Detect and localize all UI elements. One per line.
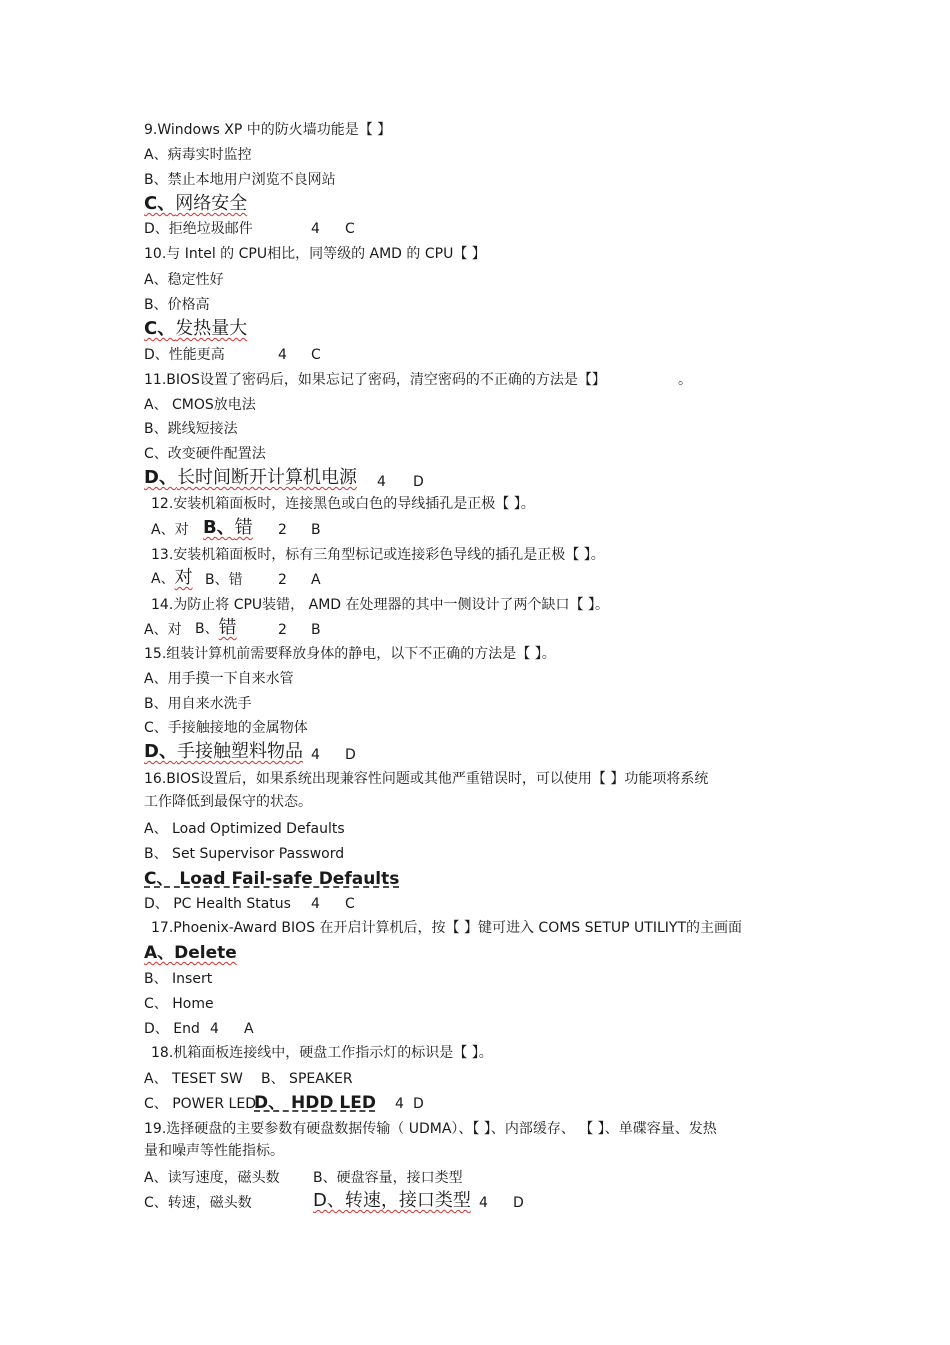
q11-option-d-answer: D、长时间断开计算机电源 <box>144 467 357 488</box>
q9-option-c-answer: C、网络安全 <box>144 193 248 214</box>
q17-option-b: B、 Insert <box>144 971 213 987</box>
q11-option-b: B、跳线短接法 <box>144 421 238 437</box>
q12-answer-key: B <box>311 522 321 538</box>
q11-option-c: C、改变硬件配置法 <box>144 446 266 462</box>
q11-answer-key: D <box>413 474 424 490</box>
q10-option-a: A、稳定性好 <box>144 272 224 288</box>
q13-stem: 13.安装机箱面板时，标有三角型标记或连接彩色导线的插孔是正极【 】。 <box>151 547 605 563</box>
q13-score: 2 <box>278 572 287 588</box>
q19-option-b: B、硬盘容量，接口类型 <box>313 1170 463 1186</box>
q18-option-b: B、 SPEAKER <box>261 1071 353 1087</box>
q19-option-a: A、读写速度，磁头数 <box>144 1170 280 1186</box>
q18-answer-key: D <box>413 1096 424 1112</box>
q9-score: 4 <box>311 221 320 237</box>
q10-answer-key: C <box>311 347 321 363</box>
q19-option-c: C、转速，磁头数 <box>144 1195 252 1211</box>
q11-option-a: A、 CMOS放电法 <box>144 397 256 413</box>
q9-answer-key: C <box>345 221 355 237</box>
q19-option-d-answer: D、转速，接口类型 <box>313 1190 471 1211</box>
q12-score: 2 <box>278 522 287 538</box>
q10-stem: 10.与 Intel 的 CPU相比，同等级的 AMD 的 CPU【 】 <box>144 246 486 262</box>
q17-stem: 17.Phoenix-Award BIOS 在开启计算机后，按【 】键可进入 COMS SETUP UTILIYT的主画面 <box>151 920 743 936</box>
q14-option-a: A、对 <box>144 622 182 638</box>
q15-stem: 15.组装计算机前需要释放身体的静电，以下不正确的方法是【 】。 <box>144 646 556 662</box>
q17-option-a-answer: A、Delete <box>144 943 237 963</box>
q15-option-a: A、用手摸一下自来水管 <box>144 671 294 687</box>
q17-score: 4 <box>210 1021 219 1037</box>
q17-answer-key: A <box>244 1021 254 1037</box>
q13-option-b: B、错 <box>205 572 243 588</box>
q9-option-d: D、拒绝垃圾邮件 <box>144 221 253 237</box>
q11-stem-period: 。 <box>678 372 692 388</box>
q16-stem-line-1: 16.BIOS设置后，如果系统出现兼容性问题或其他严重错误时，可以使用【 】功能项将系统 <box>144 771 709 787</box>
q17-option-c: C、 Home <box>144 996 214 1012</box>
q15-option-b: B、用自来水洗手 <box>144 696 252 712</box>
q13-option-a-answer: A、对 <box>151 567 193 588</box>
q19-stem-line-1: 19.选择硬盘的主要参数有硬盘数据传输（ UDMA）、【 】、内部缓存、 【 】、单碟容量、发热 <box>144 1121 717 1137</box>
q11-stem: 11.BIOS设置了密码后，如果忘记了密码，清空密码的不正确的方法是【】 <box>144 372 606 388</box>
q16-score: 4 <box>311 896 320 912</box>
q18-score: 4 <box>395 1096 404 1112</box>
q11-score: 4 <box>377 474 386 490</box>
q19-score: 4 <box>479 1195 488 1211</box>
q15-answer-key: D <box>345 747 356 763</box>
q16-stem-line-2: 工作降低到最保守的状态。 <box>144 794 312 810</box>
q10-score: 4 <box>278 347 287 363</box>
q12-option-a: A、对 <box>151 522 189 538</box>
q14-stem: 14.为防止将 CPU装错， AMD 在处理器的其中一侧设计了两个缺口【 】。 <box>151 597 609 613</box>
q15-option-d-answer: D、手接触塑料物品 <box>144 741 303 762</box>
q14-option-b-answer: B、错 <box>195 617 237 638</box>
q16-answer-key: C <box>345 896 355 912</box>
q14-answer-key: B <box>311 622 321 638</box>
q10-option-b: B、价格高 <box>144 297 210 313</box>
q14-score: 2 <box>278 622 287 638</box>
q18-option-a: A、 TESET SW <box>144 1071 243 1087</box>
q19-stem-line-2: 量和噪声等性能指标。 <box>144 1143 284 1159</box>
q9-stem: 9.Windows XP 中的防火墙功能是【 】 <box>144 122 392 138</box>
q16-option-d: D、 PC Health Status <box>144 896 291 912</box>
q9-option-a: A、病毒实时监控 <box>144 147 252 163</box>
q12-option-b-answer: B、错 <box>203 517 253 538</box>
q9-option-b: B、禁止本地用户浏览不良网站 <box>144 172 336 188</box>
q18-option-d-answer: D、 HDD LED <box>254 1093 376 1113</box>
q10-option-c-answer: C、发热量大 <box>144 318 248 339</box>
q10-option-d: D、性能更高 <box>144 347 225 363</box>
q12-stem: 12.安装机箱面板时，连接黑色或白色的导线插孔是正极【 】。 <box>151 496 535 512</box>
q15-score: 4 <box>311 747 320 763</box>
q15-option-c: C、手接触接地的金属物体 <box>144 720 308 736</box>
q13-answer-key: A <box>311 572 321 588</box>
q17-option-d: D、 End <box>144 1021 200 1037</box>
q18-stem: 18.机箱面板连接线中，硬盘工作指示灯的标识是【 】。 <box>151 1045 493 1061</box>
q18-option-c: C、 POWER LED <box>144 1096 256 1112</box>
q16-option-a: A、 Load Optimized Defaults <box>144 821 345 837</box>
q19-answer-key: D <box>513 1195 524 1211</box>
q16-option-c-answer: C、 Load Fail-safe Defaults <box>144 869 400 889</box>
q16-option-b: B、 Set Supervisor Password <box>144 846 345 862</box>
